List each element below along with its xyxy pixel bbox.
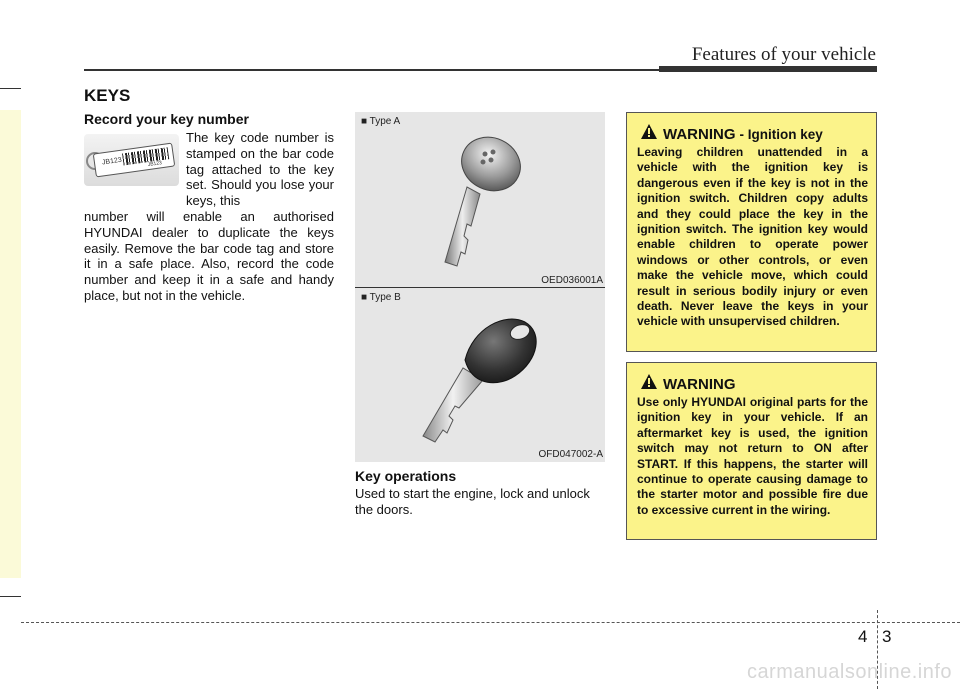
key-type-b-code: OFD047002-A	[538, 449, 603, 460]
warning-heading	[641, 124, 823, 144]
side-rule	[0, 596, 21, 597]
barcode-tag	[93, 143, 176, 178]
tag-code-text: JB123	[147, 160, 163, 169]
side-rule	[0, 88, 21, 89]
barcode-icon	[122, 147, 169, 165]
key-type-a-image	[355, 112, 605, 288]
record-key-text-continued: number will enable an authorised HYUNDAI dealer to duplicate the keys easily. Remove the bar code tag and store it in a safe place. Also, record the code number and keep it in a safe and handy place, but not in the vehicle.	[84, 209, 334, 303]
warning-text: Leaving children unattended in a vehicle with the ignition key is dangerous even if the key is not in the ignition switch. Children copy adults and they could place the key in the ignition switch. The ignition key would enable children to operate power windows or other controls, or even make the vehicle move, which could result in serious bodily injury or even death. Never leave the keys in your vehicle with unsupervised children.	[637, 145, 868, 329]
warning-text: Use only HYUNDAI original parts for the ignition key in your vehicle. If an aftermarket key is used, the ignition switch may not return to ON after START. If this happens, the starter will continue to operate causing damage to the starter motor and possible fire due to excessive current in the wiring.	[637, 395, 868, 517]
barcode-tag-image	[84, 134, 179, 186]
warning-subtitle: - Ignition key	[739, 126, 823, 142]
warning-box-original-parts	[626, 362, 877, 540]
key-type-a-label: ■ Type A	[361, 116, 401, 127]
warning-box-ignition-key	[626, 112, 877, 352]
record-key-heading: Record your key number	[84, 111, 249, 127]
key-type-b-label: ■ Type B	[361, 292, 401, 303]
warning-title: WARNING	[663, 375, 736, 393]
key-type-a-icon	[355, 112, 605, 288]
section-title: KEYS	[84, 86, 131, 105]
key-operations-text: Used to start the engine, lock and unlock the doors.	[355, 486, 590, 517]
page-number: 3	[882, 627, 892, 646]
warning-heading	[641, 374, 736, 394]
warning-triangle-icon	[641, 124, 657, 144]
key-type-b-icon	[355, 288, 605, 462]
watermark: carmanualsonline.info	[746, 661, 952, 683]
footer-dashed-rule	[21, 622, 960, 623]
chapter-number: 4	[858, 627, 868, 646]
header-accent-bar	[659, 66, 877, 72]
tag-code-text: JB123	[101, 156, 123, 167]
key-type-b-image	[355, 288, 605, 462]
key-operations-heading: Key operations	[355, 468, 457, 484]
chapter-title: Features of your vehicle	[691, 44, 876, 65]
warning-title: WARNING	[663, 125, 736, 143]
sidebar-band	[0, 110, 21, 578]
warning-triangle-icon	[641, 374, 657, 394]
record-key-text: The key code number is stamped on the bar code tag attached to the key set. Should you lose your keys, this	[186, 130, 334, 209]
key-type-a-code: OED036001A	[541, 275, 603, 286]
